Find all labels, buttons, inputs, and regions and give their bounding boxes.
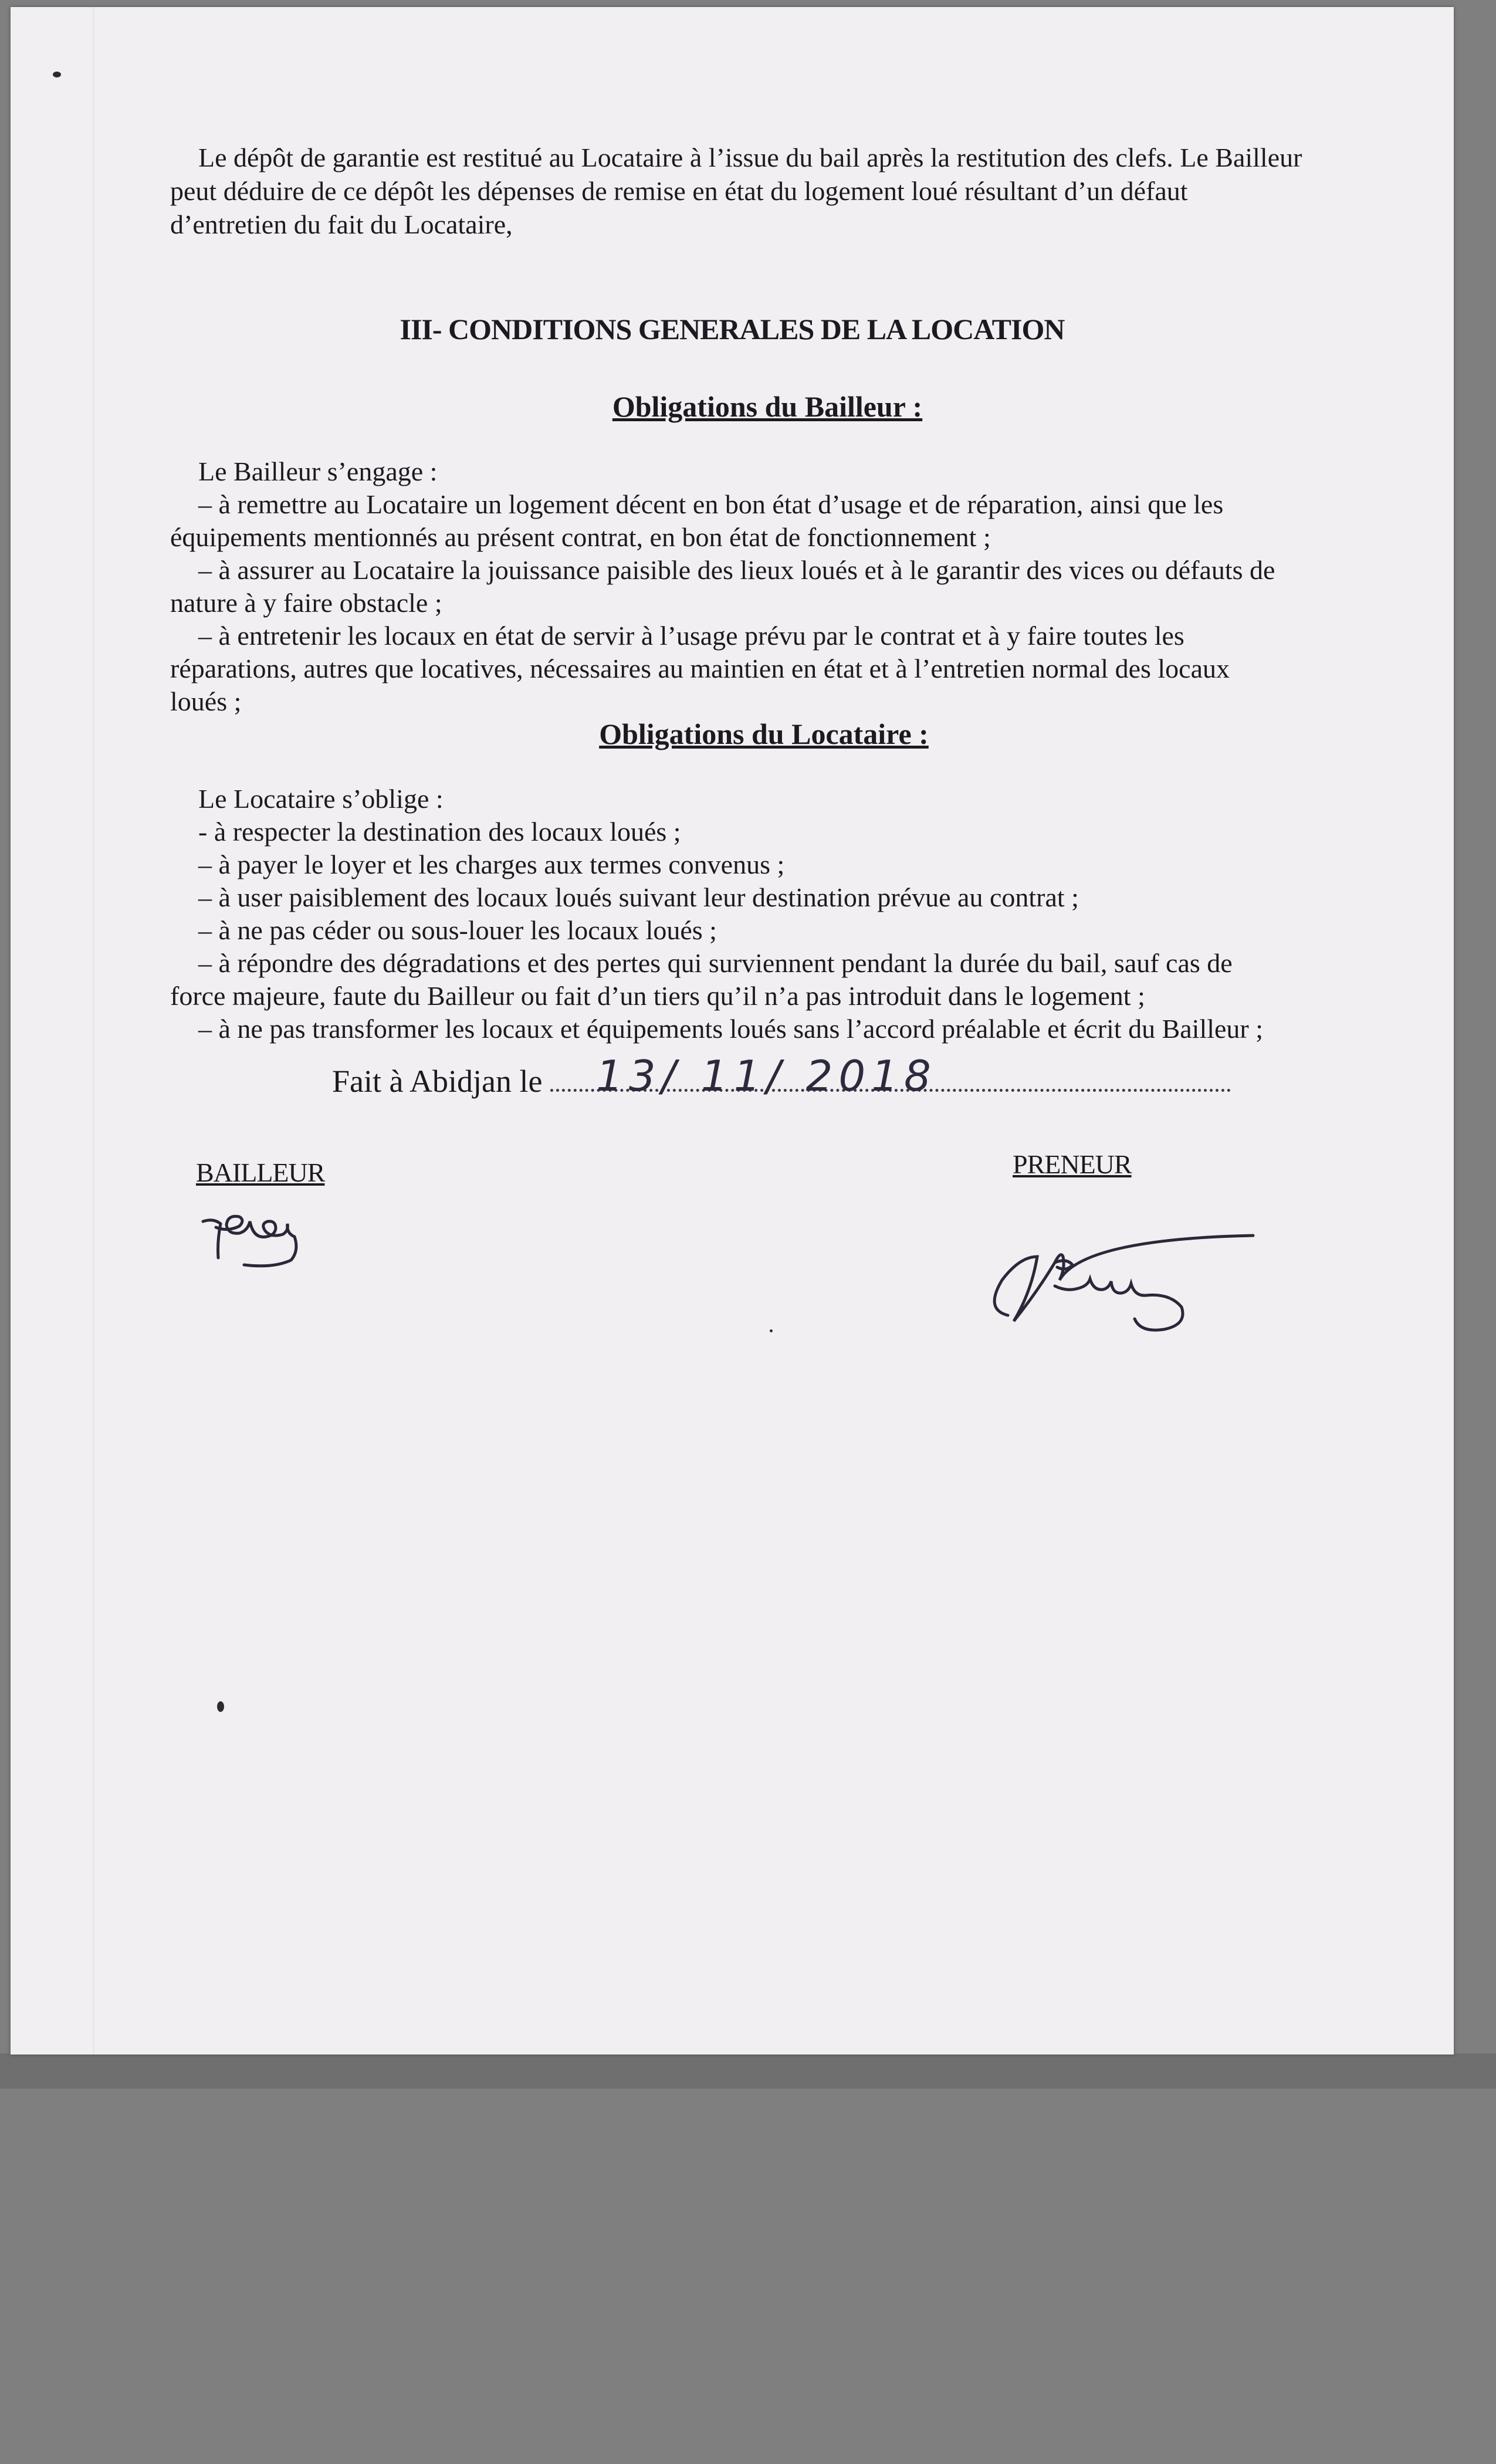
locataire-obligation-line: – à répondre des dégradations et des pertes qui surviennent pendant la durée du bail, sauf cas de [198, 948, 1233, 978]
document-page [11, 7, 1454, 2055]
made-at-label: Fait à Abidjan le [332, 1064, 543, 1099]
locataire-obligation-line: - à respecter la destination des locaux loués ; [198, 817, 681, 847]
bailleur-obligation-line: réparations, autres que locatives, nécessaires au maintien en état et à l’entretien normal des locaux [170, 654, 1230, 683]
ink-speck [53, 72, 61, 77]
bailleur-obligation-line: nature à y faire obstacle ; [170, 588, 442, 618]
intro-line: Le dépôt de garantie est restitué au Locataire à l’issue du bail après la restitution des clefs. Le Bailleur [198, 143, 1302, 172]
locataire-obligation-line: force majeure, faute du Bailleur ou fait d’un tiers qu’il n’a pas introduit dans le logement ; [170, 981, 1145, 1011]
scanner-background [0, 2053, 1496, 2089]
locataire-obligation-line: – à ne pas transformer les locaux et équipements loués sans l’accord préalable et écrit du Bailleur ; [198, 1014, 1264, 1044]
handwritten-date: 13/ 11/ 2018 [596, 1051, 937, 1101]
locataire-obligations-list [170, 783, 1379, 1045]
locataire-obligation-line: – à ne pas céder ou sous-louer les locaux loués ; [198, 915, 717, 945]
bailleur-obligation-line: loués ; [170, 686, 242, 716]
bailleur-obligation-line: – à entretenir les locaux en état de servir à l’usage prévu par le contrat et à y faire toutes les [198, 621, 1184, 651]
ink-speck [217, 1701, 224, 1712]
ink-speck [770, 1329, 773, 1332]
preneur-signature [984, 1198, 1289, 1351]
section-title: III- CONDITIONS GENERALES DE LA LOCATION [400, 313, 1065, 346]
locataire-obligation-line: – à user paisiblement des locaux loués suivant leur destination prévue au contrat ; [198, 882, 1079, 912]
bailleur-obligation-line: équipements mentionnés au présent contrat, en bon état de fonctionnement ; [170, 522, 991, 552]
bailleur-label: BAILLEUR [196, 1157, 325, 1187]
bailleur-obligation-line: – à assurer au Locataire la jouissance paisible des lieux loués et à le garantir des vices ou défauts de [198, 555, 1275, 585]
locataire-obligations-heading: Obligations du Locataire : [599, 717, 929, 750]
bailleur-obligation-line: Le Bailleur s’engage : [198, 456, 438, 486]
locataire-obligation-line: Le Locataire s’oblige : [198, 784, 444, 814]
bailleur-obligation-line: – à remettre au Locataire un logement décent en bon état d’usage et de réparation, ainsi que les [198, 489, 1224, 519]
preneur-label: PRENEUR [1013, 1149, 1132, 1179]
intro-line: d’entretien du fait du Locataire, [170, 209, 513, 239]
locataire-obligation-line: – à payer le loyer et les charges aux termes convenus ; [198, 849, 785, 879]
bailleur-obligations-list [170, 455, 1379, 718]
bailleur-signature [192, 1204, 345, 1292]
intro-paragraph [170, 141, 1379, 241]
bailleur-obligations-heading: Obligations du Bailleur : [612, 390, 923, 423]
intro-line: peut déduire de ce dépôt les dépenses de remise en état du logement loué résultant d’un défaut [170, 176, 1188, 206]
